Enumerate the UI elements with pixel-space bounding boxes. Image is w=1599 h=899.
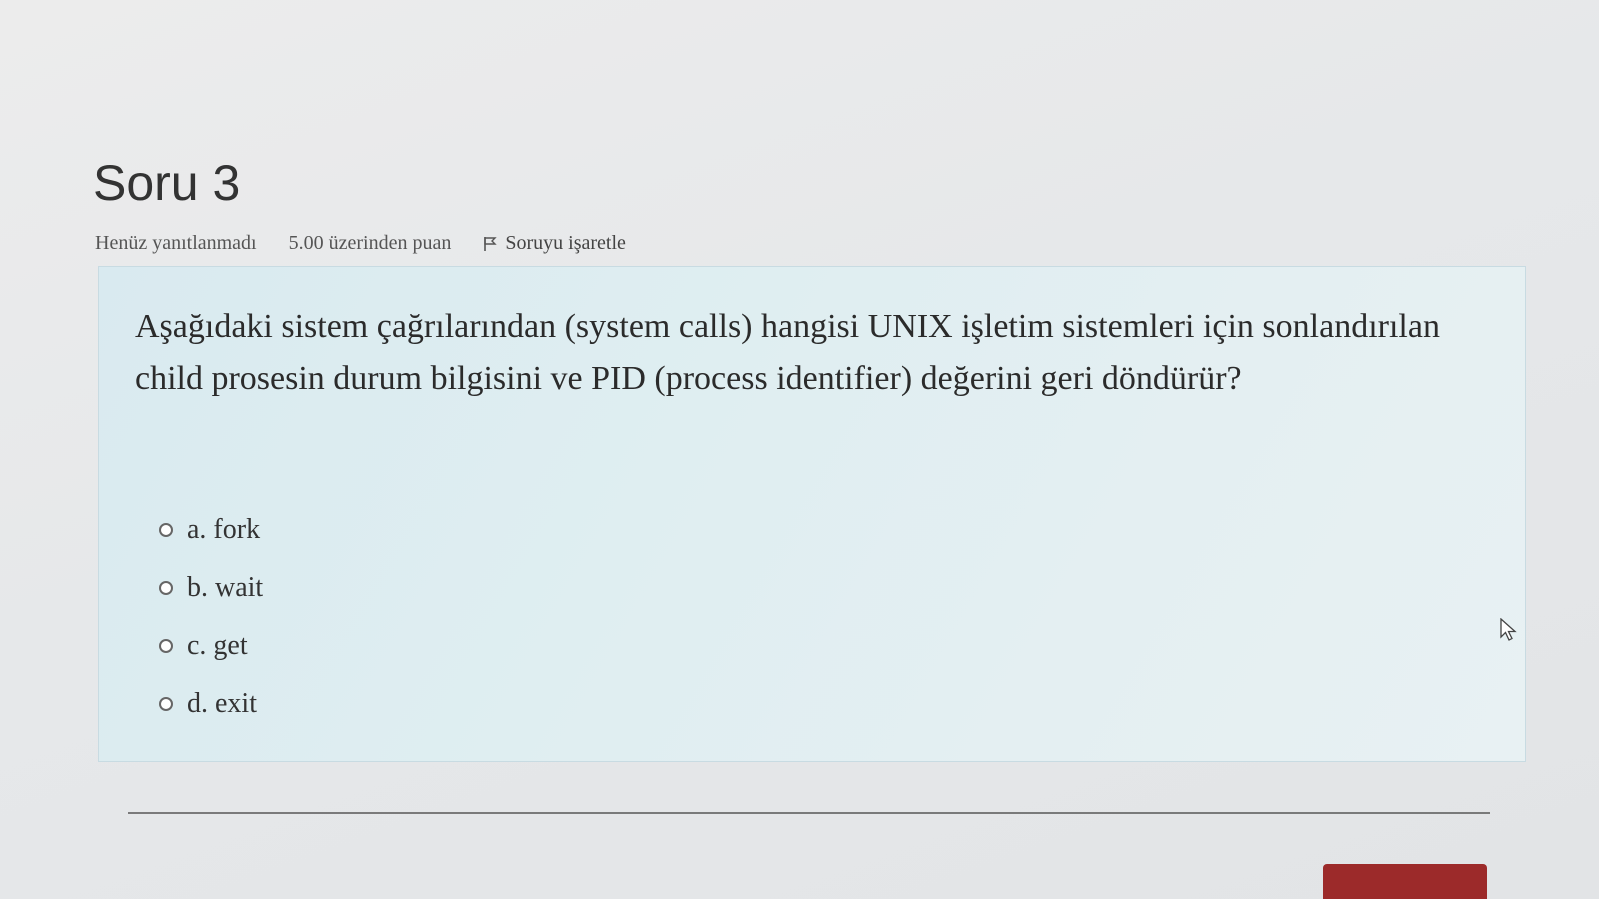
answer-label: d. exit [187,687,257,719]
answer-option-d[interactable] [159,685,263,722]
question-content-box [98,266,1526,762]
question-points: 5.00 üzerinden puan [288,232,452,254]
flag-question-label: Soruyu işaretle [505,232,626,254]
question-info [95,232,626,255]
answer-list [159,511,263,722]
radio-icon[interactable] [159,523,173,537]
flag-icon [483,236,497,252]
question-status: Henüz yanıtlanmadı [95,232,257,254]
answer-label: b. wait [187,571,264,603]
radio-icon[interactable] [159,581,173,595]
answer-option-c[interactable] [159,627,263,664]
radio-icon[interactable] [159,639,173,653]
answer-label: c. get [187,629,248,661]
answer-option-b[interactable] [159,569,263,606]
mouse-pointer-icon [1500,618,1518,642]
radio-icon[interactable] [159,697,173,711]
answer-label: a. fork [187,513,261,545]
question-heading: Soru 3 [93,155,241,211]
answer-option-a[interactable] [159,511,263,548]
section-divider [128,812,1490,814]
question-text: Aşağıdaki sistem çağrılarından (system calls) hangisi UNIX işletim sistemleri için sonlandırılan child prosesin durum bilgisini ve PID (process identifier) değerini geri döndürür? [135,308,1440,397]
flag-question-link[interactable] [483,232,626,255]
next-page-button[interactable] [1323,864,1487,899]
